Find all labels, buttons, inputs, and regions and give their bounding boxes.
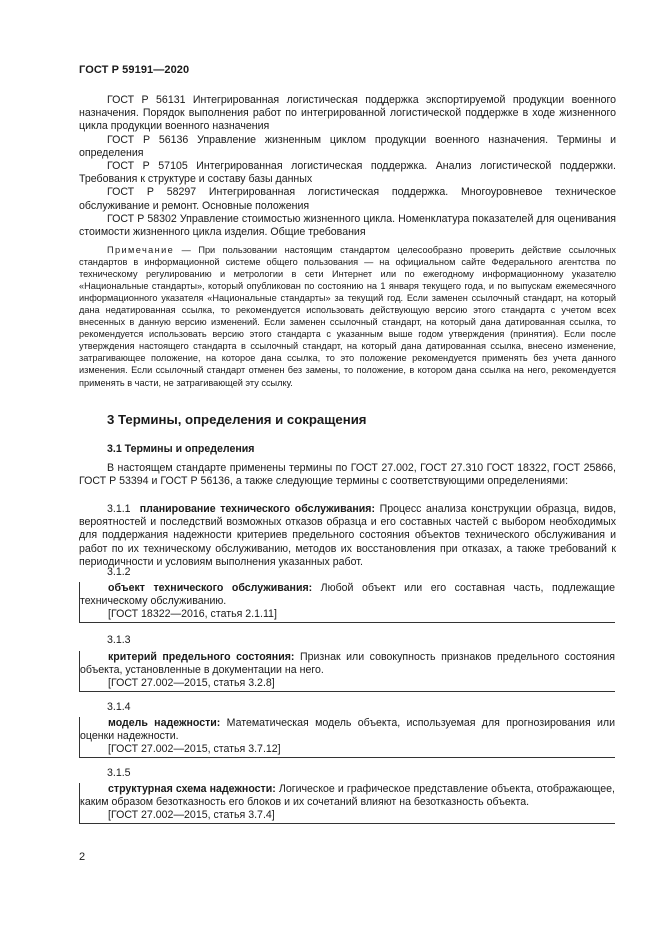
- term-name: планирование технического обслуживания:: [139, 503, 376, 515]
- term-name: модель надежности:: [108, 717, 221, 729]
- term-box-3-1-3: [79, 651, 615, 692]
- term-name: критерий предельного состояния:: [108, 651, 295, 663]
- note-block: [79, 244, 616, 389]
- reference-item: ГОСТ Р 56136 Управление жизненным циклом продукции военного назначения. Термины и определения: [79, 133, 616, 159]
- term-paragraph: [80, 717, 615, 743]
- term-name: структурная схема надежности:: [108, 783, 276, 795]
- term-definition: Признак или совокупность признаков предельного состояния объекта, установленные в документации на него.: [80, 651, 615, 677]
- term-3-1-1: [79, 503, 616, 569]
- term-number: 3.1.5: [107, 767, 131, 779]
- intro-paragraph-block: [79, 462, 616, 488]
- reference-item: ГОСТ Р 57105 Интегрированная логистическая поддержка. Анализ логистической поддержки. Требования к структуре и составу базы данных: [79, 160, 616, 186]
- note-text: — При пользовании настоящим стандартом целесообразно проверить действие ссылочных стандартов в информационной системе общего пользования — на официальном сайте Федерального агентства по техническому регулированию и метрологии в сети Интернет или по ежегодному информационному указателю «Национальные стандарты», который опубликован по состоянию на 1 января текущего года, и по выпускам ежемесячного информационного указателя «Национальные стандарты» за текущий год. Если заменен ссылочный стандарт, на который дана недатированная ссылка, то рекомендуется использовать действующую версию этого стандарта с учетом всех внесенных в данную версию изменений. Если заменен ссылочный стандарт, на который дана датированная ссылка, то рекомендуется использовать версию этого стандарта с указанным выше годом утверждения (принятия). Если после утверждения настоящего стандарта в ссылочный стандарт, на который дана датированная ссылка, внесено изменение, затрагивающее положение, на которое дана ссылка, то это положение рекомендуется применять без учета данного изменения. Если ссылочный стандарт отменен без замены, то положение, в котором дана ссылка на него, рекомендуется применять в части, не затрагивающей эту ссылку.: [79, 245, 616, 388]
- term-source: [ГОСТ 27.002—2015, статья 3.7.12]: [108, 743, 281, 756]
- reference-item: ГОСТ Р 58302 Управление стоимостью жизненного цикла. Номенклатура показателей для оценивания стоимости жизненного цикла изделия. Общие требования: [79, 212, 616, 239]
- term-source: [ГОСТ 18322—2016, статья 2.1.11]: [108, 608, 277, 621]
- term-paragraph: [79, 503, 616, 569]
- term-number: 3.1.3: [107, 634, 131, 646]
- term-source: [ГОСТ 27.002—2015, статья 3.2.8]: [108, 677, 275, 690]
- term-paragraph: [80, 651, 615, 677]
- term-name: объект технического обслуживания:: [108, 582, 313, 594]
- reference-item: ГОСТ Р 56131 Интегрированная логистическая поддержка экспортируемой продукции военного назначения. Порядок выполнения работ по интегрированной логистической поддержке в ходе жизненного цикла продукции военного назначения: [79, 94, 616, 133]
- reference-item: ГОСТ Р 58297 Интегрированная логистическая поддержка. Многоуровневое техническое обслуживание и ремонт. Основные положения: [79, 186, 616, 212]
- normative-references: [79, 94, 616, 239]
- subsection-title: 3.1 Термины и определения: [107, 443, 255, 455]
- term-definition: Математическая модель объекта, используемая для прогнозирования или оценки надежности.: [80, 717, 615, 743]
- term-box-3-1-5: [79, 783, 615, 824]
- term-number: 3.1.2: [107, 566, 131, 578]
- section-title: 3 Термины, определения и сокращения: [107, 412, 367, 427]
- intro-paragraph: В настоящем стандарте применены термины по ГОСТ 27.002, ГОСТ 27.310 ГОСТ 18322, ГОСТ 25866, ГОСТ Р 53394 и ГОСТ Р 56136, а также следующие термины с соответствующими определениями:: [79, 462, 616, 488]
- note-label: Примечание: [107, 245, 175, 255]
- note-paragraph: [79, 244, 616, 389]
- term-definition: Любой объект или его составная часть, подлежащие техническому обслуживанию.: [80, 582, 615, 608]
- term-source: [ГОСТ 27.002—2015, статья 3.7.4]: [108, 809, 275, 822]
- term-definition: Процесс анализа конструкции образца, видов, вероятностей и последствий возможных отказов образца и его составных частей с выбором необходимых для поддержания надежности критериев предельного состояния объектов технического обслуживания и работ по их техническому обслуживанию, методов их восстановления при отказах, а также требований к периодичности и условиям выполнения указанных работ.: [79, 503, 617, 568]
- term-number: 3.1.4: [107, 701, 131, 713]
- term-number: 3.1.1: [107, 503, 131, 515]
- term-box-3-1-2: [79, 582, 615, 623]
- page-number: 2: [79, 851, 86, 863]
- term-paragraph: [80, 582, 615, 608]
- term-definition: Логическое и графическое представление объекта, отображающее, каким образом безотказность его блоков и их сочетаний влияют на безотказность объекта.: [80, 783, 615, 809]
- standard-header: ГОСТ Р 59191—2020: [79, 64, 190, 76]
- term-box-3-1-4: [79, 717, 615, 758]
- term-paragraph: [80, 783, 615, 809]
